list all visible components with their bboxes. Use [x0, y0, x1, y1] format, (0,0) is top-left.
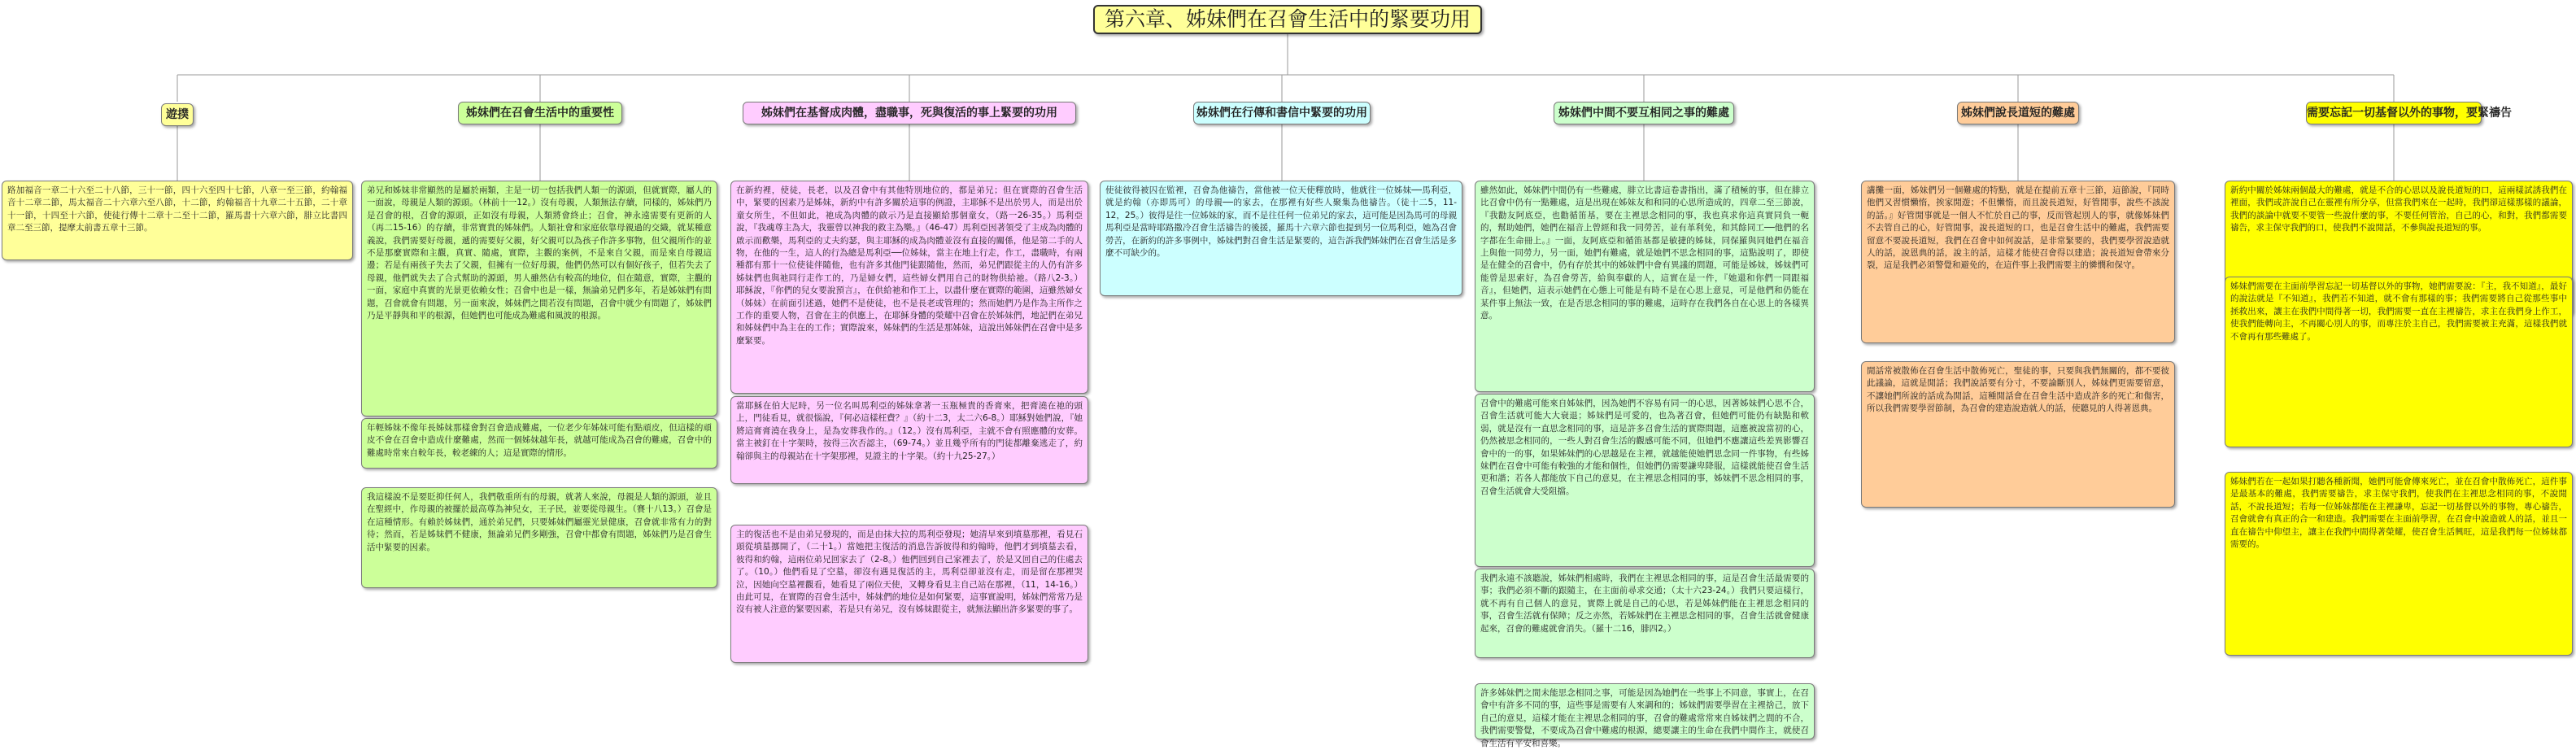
note-box[interactable]: 我們永遠不該聽說，姊妹們相處時，我們在主裡思念相同的事，這是召會生活最需要的事；我們必須不斷的跟隨主，在主面前尋求交通；（太十六23-24。）我們只要這樣行，就不再有自己個人的意見，實際上就是自己的心思，若是姊妹們能在主裡思念相同的事，召會生活就有保障；反之亦然，若姊妹們在主裡思念相同的事，召會生活就會健康起來，召會的難處就會消失。（羅十二16，腓四2。） [1475, 569, 1815, 658]
note-box[interactable]: 姊妹們若在一起如果打聽各種新聞，她們可能會傳來死亡，並在召會中散佈死亡，這件事是最基本的難處，我們需要禱告，求主保守我們，使我們在主裡思念相同的事，不說閒話，不說長道短；若每一位姊妹都能在主裡謙卑，忘記一切基督以外的事物，專心禱告，召會就會有真正的合一和建造。我們需要在主面前學習，在召會中說造就人的話，並且一直在禱告中仰望主，讓主在我們中間得著榮耀，使召會生活興旺，這是我們每一位姊妹都需要的。 [2225, 472, 2573, 656]
branch-heading[interactable]: 姊妹們在召會生活中的重要性 [458, 102, 622, 124]
note-box[interactable]: 閒話常被散佈在召會生活中散佈死亡，聖徒的事，只要與我們無關的，都不要彼此議論，這就是閒話；我們說話要有分寸，不要論斷別人，姊妹們更需要留意，不讓她們所說的話成為閒話，這種閒話會在召會生活中造成許多的死亡和傷害，所以我們需要學習節制，為召會的建造說造就人的話，使聽見的人得著恩典。 [1861, 361, 2175, 508]
branch-heading[interactable]: 姊妹們說長道短的難處 [1957, 102, 2079, 124]
branch-heading[interactable]: 需要忘記一切基督以外的事物，要緊禱告 [2306, 102, 2482, 124]
branch-heading[interactable]: 姊妹們中間不要互相同之事的難處 [1554, 102, 1734, 124]
note-box[interactable]: 召會中的難處可能來自姊妹們，因為她們不容易有同一的心思，因著姊妹們心思不合，召會生活就可能大大衰退；姊妹們是可愛的，也為著召會，但她們可能仍有缺點和軟弱，就是沒有一直思念相同的事，這是許多召會生活的實際問題，這應被說當初的心，仍然被思念相同的，一些人對召會生活的觀感可能不同，但她們不應讓這些差異影響召會中的一的事，如果姊妹們的心思越是在主裡，就越能使她們思念同一件事物，有些姊妹們在召會中可能有較強的才能和個性，但她們仍需要謙卑降服，這樣就能使召會生活更和諧；若各人都能放下自己的意見，在主裡思念相同的事，姊妹們不思念相同的事，召會生活就會大受阻擋。 [1475, 394, 1815, 567]
note-box[interactable]: 主的復活也不是由弟兄發現的，而是由抹大拉的馬利亞發現；她清早來到墳墓那裡，看見石頭從墳墓挪開了，（二十1。）當她把主復活的消息告訴彼得和約翰時，他們才到墳墓去看，彼得和約翰，這兩位弟兄回家去了（2-8。）他們回到自己家裡去了，於是又回自己的住處去了。（10。）他們看見了空墓，卻沒有遇見復活的主，馬利亞卻並沒有走，而是留在那裡哭泣，因她向空墓裡觀看，她看見了兩位天使，又轉身看見主自己站在那裡，（11，14-16。）由此可見，在實際的召會生活中，姊妹們的地位是如何緊要，這事實說明，姊妹們常常乃是沒有被人注意的緊要因素，若是只有弟兄，沒有姊妹跟從主，就無法顯出許多緊要的事了。 [730, 525, 1088, 663]
note-box[interactable]: 路加福音一章二十六至二十八節，三十一節，四十六至四十七節，八章一至三節，約翰福音十二章二節，馬太福音二十六章六至八節，十二節，約翰福音十九章二十五節，二十章十一節，十四至十六節，使徒行傳十二章十二至十二節，羅馬書十六章六節，腓立比書四章二至三節，提摩太前書五章十三節。 [2, 181, 353, 260]
note-box[interactable]: 許多姊妹們之間未能思念相同之事，可能是因為她們在一些事上不同意，事實上，在召會中有許多不同的事，這些事是需要有人來調和的；姊妹們需要學習在主裡捨己，放下自己的意見，這樣才能在主裡思念相同的事，召會的難處常常來自姊妹們之間的不合，我們需要警覺，不要成為召會中難處的根源，總要讓主的生命在我們中間作主，就使召會生活有平安和喜樂。 [1475, 683, 1815, 739]
note-box[interactable]: 使徒彼得被囚在監裡，召會為他禱告，當他被一位天使釋放時，他就往一位姊妹──馬利亞，就是約翰（亦即馬可）的母親──的家去，在那裡有好些人聚集為他禱告。（徒十二5，11-12，25。）彼得是往一位姊妹的家，而不是往任何一位弟兄的家去，這可能是因為馬可的母親馬利亞是當時耶路撒冷召會生活禱告的後援，羅馬十六章六節也提到另一位馬利亞，她為召會勞苦，在新約的許多事例中，姊妹們對召會生活是緊要的，這告訴我們姊妹們在召會生活是多麼不可缺少的。 [1100, 181, 1462, 296]
note-box[interactable]: 講攤一面，姊妹們另一個難處的特點，就是在提前五章十三節，這節說，『同時他們又習慣懶惰，挨家閒遊；不但懶惰，而且說長道短，好管閒事，說些不該說的話。』好管閒事就是一個人不忙於自己的事，反而管起別人的事，就像姊妹們不去管自己的心，好管閒事，說長道短的口，也是召會生活中的難處，我們需要留意不要說長道短，我們在召會中如何說話，是非常緊要的，我們要學習說造就人的話，說恩典的話，說主的話，這樣才能使召會得以建造；說長道短會帶來分裂，這是我們必須警覺和避免的，在這件事上我們需要主的憐憫和保守。 [1861, 181, 2175, 343]
note-box[interactable]: 在新約裡，使徒，長老，以及召會中有其他特別地位的，都是弟兄；但在實際的召會生活中，緊要的因素乃是姊妹，新約中有許多關於這事的例證，主耶穌不是出於男人，而是出於童女所生，不但如此，祂成為肉體的啟示乃是直接顯給那個童女，（路一26-35。）馬利亞說，『我魂尊主為大，我靈曾以神我的救主為樂。』（46-47）馬利亞因著領受了主成為肉體的啟示而歡樂，馬利亞的丈夫約瑟，與主耶穌的成為肉體並沒有直接的關係，他是第二手的人物，在他的一生，這人的行為總是馬利亞──位姊妹，當主在地上行走，作工，盡職時，有兩種都有那十一位使徒伴隨他，也有許多其他門徒跟隨他，然而，弟兄們跟從主的人仍有許多姊妹們也與祂同行走作工的，乃是婦女們，這些婦女們用自己的財物供給祂。（路八2-3。）耶穌說，『你們的兒女要說預言』，在供給祂和作工上，以盡什麼在實際的範圍，這雖然婦女（姊妹）在前面引述過，她們不是使徒，也不是長老或管理的；然而她們乃是作為主所作之工作的重要人物，召會在主的供應上，在耶穌身體的榮耀中召會在於姊妹們，地記們在弟兄和姊妹們中為主在的工作；實際說來，姊妹們的生活是那姊妹，這說出姊妹們在召會中是多麼緊要。 [730, 181, 1088, 394]
note-box[interactable]: 雖然如此，姊妹們中間仍有一些難處，腓立比書這卷書指出，滿了積極的事，但在腓立比召會中仍有一點難處，這是出現在姊妹友和和同的心思所造成的，四章二至三節說，『我勸友阿底亞，也勸循笛基，要在主裡思念相同的事，我也真求你這真實同負一軛的，幫助她們，她們在福音上曾經和我一同勞苦，並有革利免，和其餘同工──他們的名字都在生命冊上。』一面，友阿底亞和循笛基都是敏捷的姊妹，同保羅與同她們在福音上與他一同勞力，另一面，她們有難處，就是她們不思念相同的事，這點說明了，即使是在健全的召會中，仍有存於其中的姊妹們中會有異議的問題，可能是姊妹，姊妹們可能曾是思索好，為召會勞苦，給與奉獻的人，這實在是一件，『她還和你們一同跟福音』，但她們，這表示她們在心態上可能是有時不是在心思上意見，可是他們和仍能在某件事上無法一致，在是否思念相同的事的難處，這時存在我們各自在心思上的各樣異意。 [1475, 181, 1815, 392]
branch-heading[interactable]: 姊妹們在基督成肉體，盡職事，死與復活的事上緊要的功用 [743, 102, 1076, 124]
branch-heading[interactable]: 姊妹們在行傳和書信中緊要的功用 [1193, 102, 1371, 124]
branch-heading[interactable]: 遊撲 [161, 103, 194, 126]
note-box[interactable]: 弟兄和姊妹非常顯然的是屬於兩類，主是一切一包括我們人類一的源頭，但就實際，屬人的一面說，母親是人類的源頭。（林前十一12。）沒有母親，人類無法存續，同樣的，姊妹們乃是召會的根，召會的源頭，正如沒有母親，人類將會終止；召會，神永遠需要有更新的人（再二15-16）的存續，非常寶貴的姊妹們。人類社會和家庭依靠母親過的交織，就某種意義說，我們需要好母親，遞的需要好父親，好父親可以為孩子作許多事物，但父親所作的並不是那麼實際和主觀，真實、隨處，實際，主觀的案例，不是來自父親，而是來自母親這邊；若是有兩孩子失去了父親，但擁有一位好母親，他們仍然可以有個好孩子，但若失去了母親，他們就失去了合式幫助的源頭，男人雖然佔有較高的地位，但在隨意，實際，主觀的一面，家庭中真實的光景更依賴女性；召會中也是一樣，無論弟兄們多年，若是姊妹們有問題，召會就會有問題，另一面來說，姊妹們之間若沒有問題，召會中就少有問題了，姊妹們乃是平靜與和平的根源，但她們也可能成為難處和風波的根源。 [361, 181, 717, 416]
note-box[interactable]: 新約中關於姊妹兩個最大的難處，就是不合的心思以及說長道短的口，這兩樣試誘我們在裡面，我們或許說自己在靈裡有所分享，但當我們來在一起時，我們卻這樣那樣的議論，我們的談論中就要不要管一些說什麼的事，不要任何管治，自己的心，和對，我們都需要禱告，求主保守我們的口，使我們不說閒話，不參與說長道短的事。 [2225, 181, 2573, 316]
note-box[interactable]: 當耶穌在伯大尼時，另一位名叫馬利亞的姊妹拿著一玉瓶極貴的香膏來，把膏澆在祂的頭上，門徒看見，就很惱說，『何必這樣枉費？』（約十二3，太二六6-8。）耶穌對她們說，『她將這膏膏澆在我身上，是為安葬我作的。』（12。）沒有馬利亞，主就不會有照應體的安葬。當主被釘在十字架時，按得三次否認主，（69-74。）並且幾乎所有的門徒都離棄逃走了，約翰卻與主的母親站在十字架那裡，見證主的十字架。（約十九25-27。） [730, 396, 1088, 484]
note-box[interactable]: 我這樣說不是要貶抑任何人，我們敬重所有的母親，就著人來說，母親是人類的源頭，並且在聖經中，作母親的被擺於最高尊為神兒女，王子民，並要從母親生。（賽十八13。）召會是在這種情形。有賴於姊妹們，通於弟兄們，只要姊妹們屬靈光景健康，召會就非常有力的對待；然而，若是姊妹們不健康，無論弟兄們多剛強，召會中都會有問題，姊妹們乃是召會生活中緊要的因素。 [361, 487, 717, 588]
note-box[interactable]: 年輕姊妹不像年長姊妹那樣會對召會造成難處，一位老少年姊妹可能有點頑皮，但這樣的頑皮不會在召會中造成什麼難處，然而一個姊妹越年長，就越可能成為召會的難處，召會中的難處時常來自較年長，較老練的人；這是實際的情形。 [361, 418, 717, 469]
note-box[interactable]: 姊妹們需要在主面前學習忘記一切基督以外的事物，她們需要說：『主，我不知道』，最好的說法就是『不知道』，我們若不知道，就不會有那樣的事；我們需要將自己從那些事中拯救出來，讓主在我們中間得著一切，我們需要一直在主裡禱告，求主在我們身上作工，使我們能轉向主，不再關心別人的事，而專注於主自己，我們需要被主充滿，這樣我們就不會再有那些難處了。 [2225, 277, 2573, 447]
root-title[interactable]: 第六章、姊妹們在召會生活中的緊要功用 [1093, 5, 1482, 34]
